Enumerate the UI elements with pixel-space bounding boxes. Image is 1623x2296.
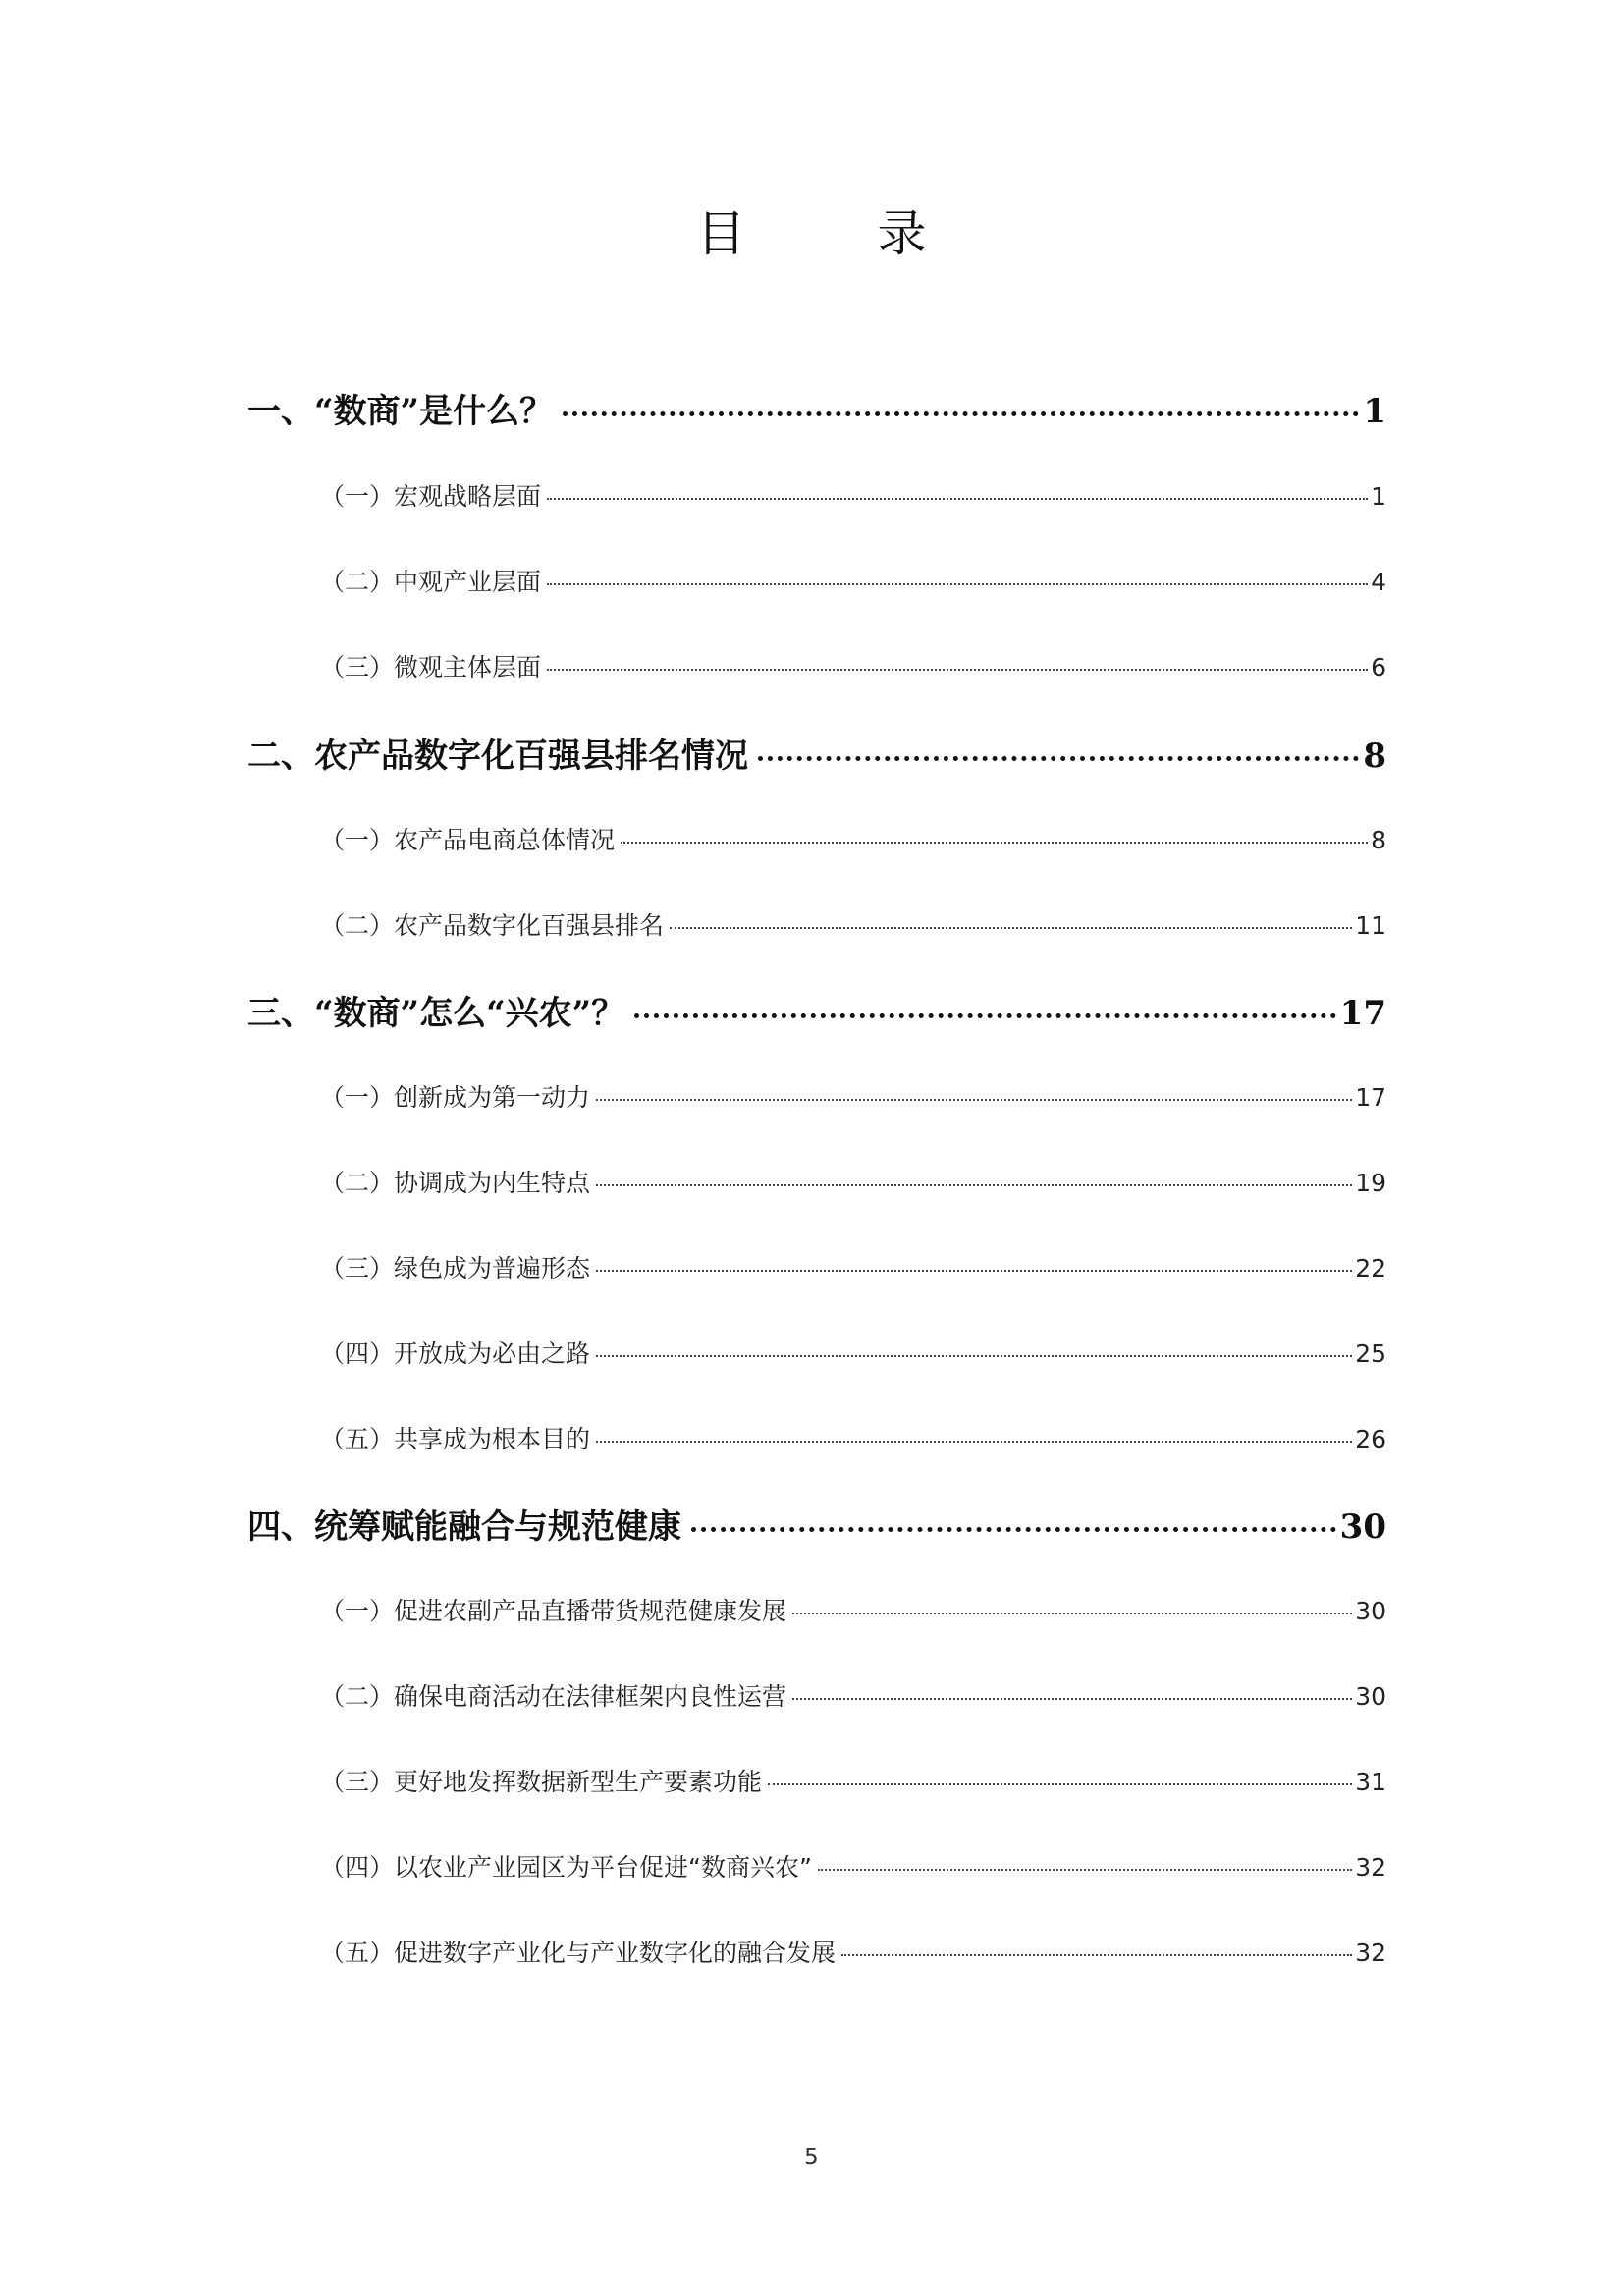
toc-subsection-label: （三）更好地发挥数据新型生产要素功能 xyxy=(320,1768,763,1796)
dot-leader xyxy=(768,1783,1352,1785)
toc-subsection-4-2[interactable] xyxy=(320,1677,1386,1717)
toc-subsection-label: （一）创新成为第一动力 xyxy=(320,1083,591,1112)
dot-leader xyxy=(792,1698,1352,1700)
toc-subsection-1-3[interactable] xyxy=(320,648,1386,687)
dot-leader xyxy=(547,583,1368,585)
toc-section-label: 四、统筹赋能融合与规范健康 xyxy=(247,1507,681,1547)
toc-subsection-label: （四）以农业产业园区为平台促进“数商兴农” xyxy=(320,1853,812,1882)
toc-page-number: 1 xyxy=(1371,482,1386,511)
dot-leader xyxy=(792,1613,1352,1614)
toc-section-1[interactable] xyxy=(247,385,1386,438)
toc-page-number: 17 xyxy=(1355,1083,1386,1112)
toc-subsection-4-3[interactable] xyxy=(320,1763,1386,1802)
toc-page-number: 30 xyxy=(1355,1597,1386,1625)
toc-section-label: 三、“数商”怎么“兴农”？ xyxy=(247,994,625,1033)
dot-leader xyxy=(621,842,1368,844)
toc-page-number: 30 xyxy=(1355,1682,1386,1711)
toc-subsection-3-5[interactable] xyxy=(320,1420,1386,1459)
dot-leader xyxy=(563,411,1359,416)
dot-leader xyxy=(596,1355,1352,1357)
toc-subsection-4-5[interactable] xyxy=(320,1934,1386,1973)
toc-page-number: 25 xyxy=(1355,1339,1386,1368)
toc-subsection-label: （一）宏观战略层面 xyxy=(320,482,542,511)
toc-page-number: 11 xyxy=(1355,911,1386,940)
toc-subsection-2-2[interactable] xyxy=(320,906,1386,946)
toc-page-number: 1 xyxy=(1363,392,1386,431)
toc-subsection-3-2[interactable] xyxy=(320,1164,1386,1203)
toc-section-2[interactable] xyxy=(247,730,1386,783)
toc-subsection-3-3[interactable] xyxy=(320,1249,1386,1288)
dot-leader xyxy=(691,1527,1336,1532)
toc-subsection-1-1[interactable] xyxy=(320,477,1386,517)
toc-page-number: 8 xyxy=(1363,737,1386,776)
toc-subsection-label: （二）确保电商活动在法律框架内良性运营 xyxy=(320,1682,787,1711)
toc-subsection-4-4[interactable] xyxy=(320,1848,1386,1887)
toc-subsection-label: （二）中观产业层面 xyxy=(320,568,542,596)
toc-subsection-label: （二）协调成为内生特点 xyxy=(320,1169,591,1197)
toc-page-number: 22 xyxy=(1355,1254,1386,1283)
toc-subsection-label: （一）农产品电商总体情况 xyxy=(320,826,616,854)
dot-leader xyxy=(596,1441,1352,1443)
footer-page-number: 5 xyxy=(804,2145,819,2170)
toc-subsection-2-1[interactable] xyxy=(320,821,1386,860)
dot-leader xyxy=(596,1270,1352,1272)
dot-leader xyxy=(670,927,1352,929)
toc-subsection-label: （四）开放成为必由之路 xyxy=(320,1339,591,1368)
toc-subsection-label: （五）共享成为根本目的 xyxy=(320,1425,591,1453)
dot-leader xyxy=(547,669,1368,671)
dot-leader xyxy=(596,1099,1352,1101)
toc-subsection-label: （三）微观主体层面 xyxy=(320,653,542,682)
toc-page-number: 26 xyxy=(1355,1425,1386,1453)
toc-page-number: 17 xyxy=(1339,994,1386,1033)
toc-page-number: 19 xyxy=(1355,1169,1386,1197)
toc-page-number: 4 xyxy=(1371,568,1386,596)
toc-subsection-label: （五）促进数字产业化与产业数字化的融合发展 xyxy=(320,1939,837,1967)
toc-subsection-1-2[interactable] xyxy=(320,563,1386,602)
toc-subsection-3-1[interactable] xyxy=(320,1078,1386,1118)
toc-page-number: 30 xyxy=(1339,1507,1386,1547)
toc-section-label: 二、农产品数字化百强县排名情况 xyxy=(247,737,748,776)
toc-page-number: 6 xyxy=(1371,653,1386,682)
toc-subsection-3-4[interactable] xyxy=(320,1335,1386,1374)
toc-section-label: 一、“数商”是什么？ xyxy=(247,392,554,431)
toc-subsection-label: （二）农产品数字化百强县排名 xyxy=(320,911,665,940)
toc-page-number: 32 xyxy=(1355,1853,1386,1882)
toc-subsection-label: （三）绿色成为普遍形态 xyxy=(320,1254,591,1283)
dot-leader xyxy=(634,1013,1335,1018)
dot-leader xyxy=(818,1869,1352,1871)
toc-subsection-label: （一）促进农副产品直播带货规范健康发展 xyxy=(320,1597,787,1625)
dot-leader xyxy=(758,756,1359,761)
toc-subsection-4-1[interactable] xyxy=(320,1592,1386,1631)
dot-leader xyxy=(596,1184,1352,1186)
toc-section-3[interactable] xyxy=(247,987,1386,1040)
toc-page-number: 8 xyxy=(1371,826,1386,854)
page-title: 目 录 xyxy=(696,205,968,262)
toc-page-number: 31 xyxy=(1355,1768,1386,1796)
toc-page-number: 32 xyxy=(1355,1939,1386,1967)
dot-leader xyxy=(841,1954,1352,1956)
toc-section-4[interactable] xyxy=(247,1501,1386,1554)
dot-leader xyxy=(547,498,1368,500)
